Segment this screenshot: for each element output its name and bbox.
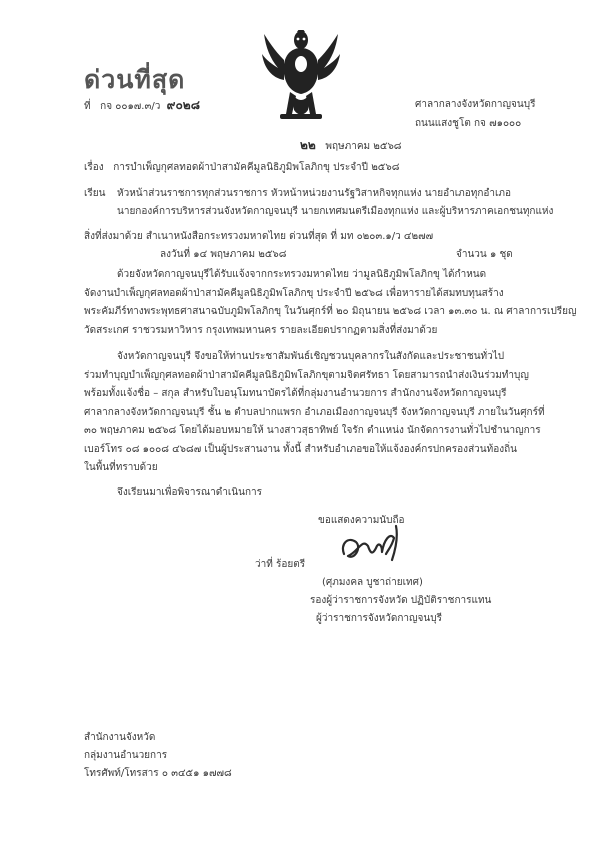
paragraph2-line4: ศาลากลางจังหวัดกาญจนบุรี ชั้น ๒ ตำบลปากแพรก อำเภอเมืองกาญจนบุรี จังหวัดกาญจนบุรี ภายในวันศุกร์ที่ [84,407,545,418]
regards-line: ขอแสดงความนับถือ [318,515,405,526]
urgency-stamp: ด่วนที่สุด [84,65,186,94]
subject-text: การบำเพ็ญกุศลทอดผ้าป่าสามัคคีมูลนิธิภูมิพโลภิกขุ ประจำปี ๒๕๖๘ [113,162,400,173]
signatory-title1: รองผู้ว่าราชการจังหวัด ปฏิบัติราชการแทน [310,595,492,606]
recipient-line2: นายกองค์การบริหารส่วนจังหวัดกาญจนบุรี นายกเทศมนตรีเมืองทุกแห่ง และผู้บริหารภาคเอกชนทุกแห่ง [117,206,554,217]
recipient-label: เรียน [84,188,106,199]
paragraph2-line3: พร้อมทั้งแจ้งชื่อ – สกุล สำหรับใบอนุโมทนาบัตรได้ที่กลุ่มงานอำนวยการ สำนักงานจังหวัดกาญจนบุรี [84,388,507,399]
footer-office: สำนักงานจังหวัด [84,732,156,743]
attachment-line2: ลงวันที่ ๑๔ พฤษภาคม ๒๕๖๘ [160,249,287,260]
date-month-year: พฤษภาคม ๒๕๖๘ [325,141,402,152]
agency-address-line2: ถนนแสงชูโต กจ ๗๑๐๐๐ [415,118,522,129]
paragraph2-line1: จังหวัดกาญจนบุรี จึงขอให้ท่านประชาสัมพันธ์เชิญชวนบุคลากรในสังกัดและประชาชนทั่วไป [117,351,505,362]
date-day-handwritten: ๒๒ [300,138,316,152]
footer-division: กลุ่มงานอำนวยการ [84,750,168,761]
paragraph2-line5: ๓๐ พฤษภาคม ๒๕๖๘ โดยได้มอบหมายให้ นางสาวสุธาทิพย์ ใจรัก ตำแหน่ง นักจัดการงานทั่วไปชำนาญการ [84,425,541,436]
paragraph1-line2: จัดงานบำเพ็ญกุศลทอดผ้าป่าสามัคคีมูลนิธิภูมิพโลภิกขุ ประจำปี ๒๕๖๘ เพื่อหารายได้สมทบทุนสร้าง [84,288,504,299]
paragraph1-line3: พระคัมภีร์ทางพระพุทธศาสนาฉบับภูมิพโลภิกขุ ในวันศุกร์ที่ ๒๐ มิถุนายน ๒๕๖๘ เวลา ๑๓.๓๐ น. ณ ศาลาการเปรียญ [84,306,577,317]
signatory-title2: ผู้ว่าราชการจังหวัดกาญจนบุรี [316,613,442,624]
paragraph1-line1: ด้วยจังหวัดกาญจนบุรีได้รับแจ้งจากกระทรวงมหาดไทย ว่ามูลนิธิภูมิพโลภิกขุ ได้กำหนด [117,269,487,280]
footer-phone: โทรศัพท์/โทรสาร ๐ ๓๔๕๑ ๑๗๗๘ [84,768,232,779]
paragraph2-line7: ในพื้นที่ทราบด้วย [84,462,158,473]
document-number [84,98,200,114]
doc-no-handwritten: ๙๐๒๘ [166,98,200,112]
recipient-line1: หัวหน้าส่วนราชการทุกส่วนราชการ หัวหน้าหน่วยงานรัฐวิสาหกิจทุกแห่ง นายอำเภอทุกอำเภอ [117,188,512,199]
doc-no-label: ที่ [84,101,91,112]
subject-label: เรื่อง [84,162,104,173]
doc-no: กจ ๐๐๑๗.๓/ว [100,101,161,112]
attachment-line1: สิ่งที่ส่งมาด้วย สำเนาหนังสือกระทรวงมหาดไทย ด่วนที่สุด ที่ มท ๐๒๐๓.๑/ว ๔๒๗๗ [84,231,434,242]
subject-line [84,161,399,175]
handwritten-signature [338,522,404,566]
signatory-rank: ว่าที่ ร้อยตรี [255,559,306,570]
paragraph2-line6: เบอร์โทร ๐๘ ๑๐๐๘ ๔๖๘๗ เป็นผู้ประสานงาน ทั้งนี้ สำหรับอำเภอขอให้แจ้งองค์กรปกครองส่วนท้องถิ่น [84,444,517,455]
attachment-count: จำนวน ๑ ชุด [456,249,513,260]
document-date [300,138,402,154]
closing-line: จึงเรียนมาเพื่อพิจารณาดำเนินการ [117,487,263,498]
garuda-emblem-icon [262,30,340,122]
paragraph1-line4: วัดสระเกศ ราชวรมหาวิหาร กรุงเทพมหานคร รายละเอียดปรากฏตามสิ่งที่ส่งมาด้วย [84,325,438,336]
paragraph2-line2: ร่วมทำบุญบำเพ็ญกุศลทอดผ้าป่าสามัคคีมูลนิธิภูมิพโลภิกขุตามจิตศรัทธา โดยสามารถนำส่งเงินร่วมทำบุญ [84,370,529,381]
signatory-name: (ศุภมงคล บูชาถ่ายเทศ) [322,577,423,588]
agency-address-line1: ศาลากลางจังหวัดกาญจนบุรี [415,99,536,110]
